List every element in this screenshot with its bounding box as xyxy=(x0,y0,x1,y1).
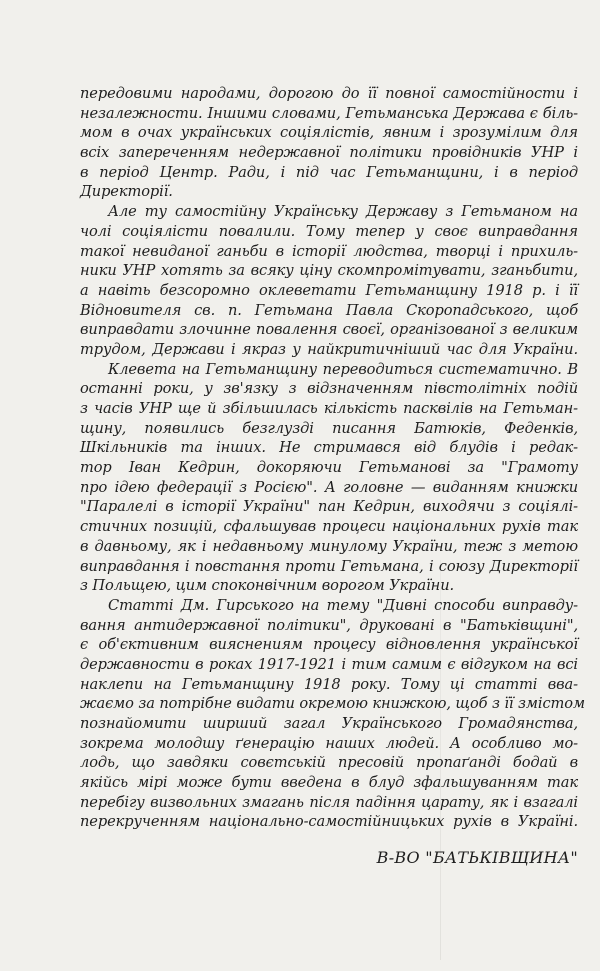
paragraph xyxy=(80,596,585,832)
text-line: трудом, Держави і якраз у найкритичніший час для України. xyxy=(80,340,578,358)
body-text xyxy=(80,84,585,832)
text-line: лодь, що завдяки совєтській пресовій пропаґанді бодай в xyxy=(80,754,578,772)
text-line: незалежности. Іншими словами, Гетьманська Держава є біль- xyxy=(80,104,578,122)
text-line: про ідею федерації з Росією". А головне — виданням книжки xyxy=(80,478,578,496)
text-line: наклепи на Гетьманщину 1918 року. Тому ці статті вва- xyxy=(80,675,578,693)
text-line: вання антидержавної політики", друковані в "Батьківщині", xyxy=(80,616,578,634)
text-line: перекрученням національно-самостійницьких рухів в Україні. xyxy=(80,813,578,831)
text-line: ники УНР хотять за всяку ціну скомпромітувати, зганьбити, xyxy=(80,262,578,280)
text-line: всіх запереченням недержавної політики провідників УНР і xyxy=(80,144,578,162)
text-line: Клевета на Гетьманщину переводиться систематично. В xyxy=(108,360,578,378)
paragraph xyxy=(80,202,578,360)
text-line: зокрема молодшу ґенерацію наших людей. А особливо мо- xyxy=(80,734,578,752)
text-line: познайомити ширший загал Українського Громадянства, xyxy=(80,715,578,732)
text-line: тор Іван Кедрин, докоряючи Гетьманові за "Грамоту xyxy=(80,459,578,477)
text-line: "Паралелі в історії України" пан Кедрин, виходячи з соціялі- xyxy=(80,498,578,516)
text-line: а навіть безсоромно оклеветати Гетьманщину 1918 р. і її xyxy=(80,281,578,299)
text-line: чолі соціялісти повалили. Тому тепер у своє виправдання xyxy=(80,222,578,240)
text-line: передовими народами, дорогою до її повної самостійности і xyxy=(80,85,578,102)
text-line: з часів УНР ще й збільшилась кількість пасквілів на Гетьман- xyxy=(80,400,578,417)
text-line: в період Центр. Ради, і під час Гетьманщини, і в період xyxy=(80,163,578,181)
text-line: Директорії. xyxy=(80,183,173,201)
text-line: мом в очах українських соціялістів, явним і зрозумілим для xyxy=(80,124,578,142)
paragraph xyxy=(80,360,578,596)
text-line: останні роки, у зв'язку з відзначенням півстолітніх подій xyxy=(80,380,578,398)
text-line: Шкільників та інших. Не стримався від блудів і редак- xyxy=(80,439,578,457)
text-line: є об'єктивним вияснениям процесу відновлення української xyxy=(80,636,578,654)
publisher-signature: В-ВО "БАТЬКІВЩИНА" xyxy=(376,848,578,867)
text-line: перебігу визвольних змагань після падіння царату, як і взагалі xyxy=(80,793,578,811)
text-line: щину, появились безглузді писання Батюків, Феденків, xyxy=(80,419,578,437)
text-line: Але ту самостійну Українську Державу з Гетьманом на xyxy=(108,203,578,221)
text-line: Статті Дм. Гирського на тему "Дивні способи виправду- xyxy=(108,596,578,614)
text-line: Відновителя св. п. Гетьмана Павла Скоропадського, щоб xyxy=(80,301,578,319)
text-line: жаємо за потрібне видати окремою книжкою, щоб з її змістом xyxy=(80,695,585,713)
text-line: якійсь мірі може бути введена в блуд зфальшуванням так xyxy=(80,774,578,792)
text-line: виправдати злочинне повалення своєї, організованої з великим xyxy=(80,321,578,339)
text-line: виправдання і повстання проти Гетьмана, і союзу Директорії xyxy=(80,557,578,575)
text-line: державности в роках 1917-1921 і тим самим є відгуком на всі xyxy=(80,655,578,673)
paragraph xyxy=(80,84,578,202)
text-line: такої невиданої ганьби в історії людства, творці і прихиль- xyxy=(80,242,578,260)
text-line: з Польщею, цим споконвічним ворогом України. xyxy=(80,577,455,595)
text-line: в давньому, як і недавньому минулому України, теж з метою xyxy=(80,537,578,555)
text-line: стичних позицій, сфальшував процеси національних рухів так xyxy=(80,518,578,536)
